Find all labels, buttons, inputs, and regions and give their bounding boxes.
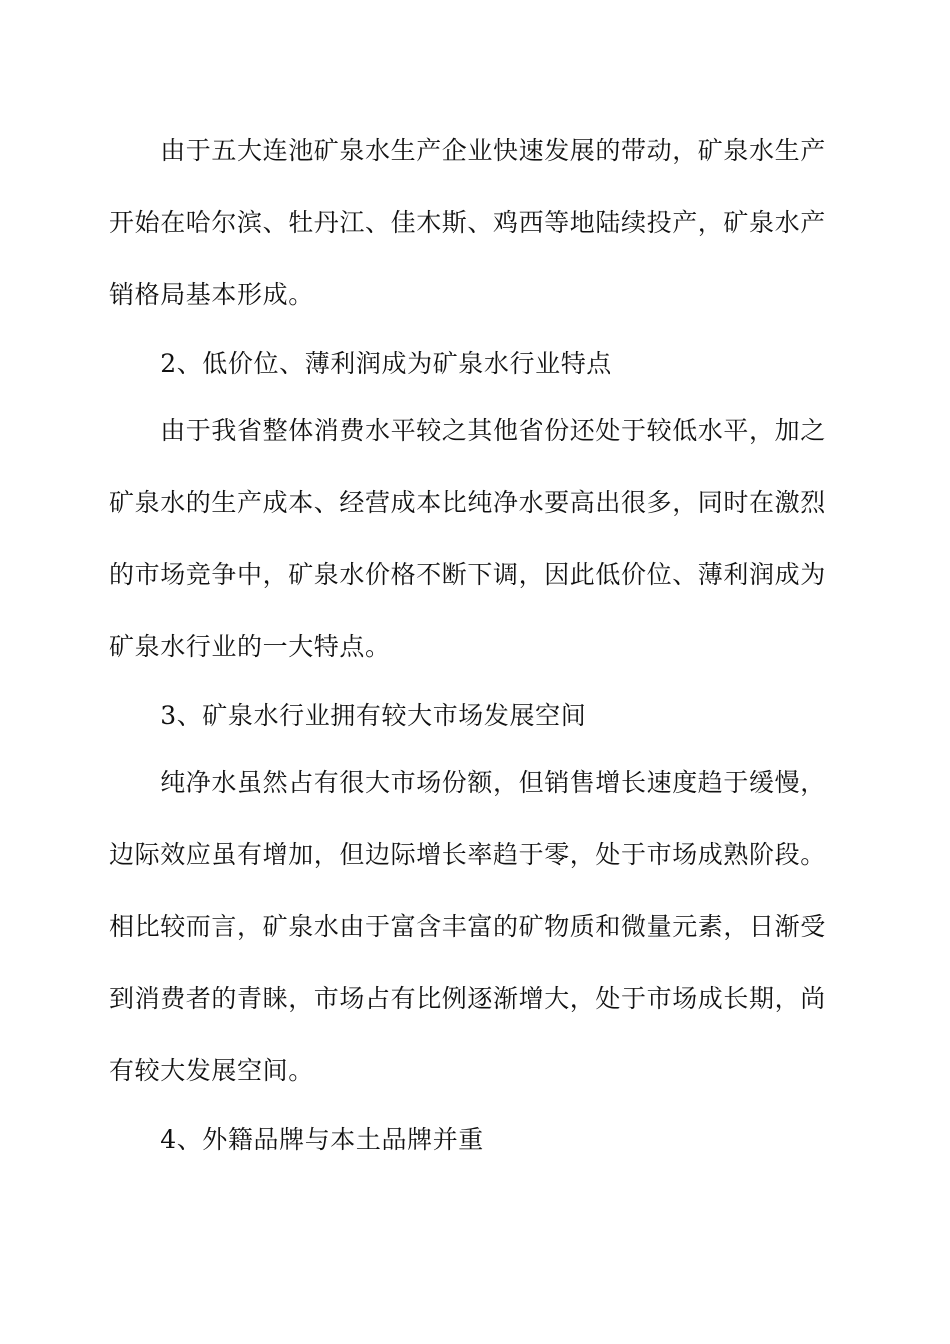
- paragraph-2-line-2: 矿泉水的生产成本、经营成本比纯净水要高出很多，同时在激烈: [109, 488, 826, 517]
- section-heading-3: 3、矿泉水行业拥有较大市场发展空间: [109, 701, 587, 730]
- paragraph-3-line-4: 到消费者的青睐，市场占有比例逐渐增大，处于市场成长期，尚: [109, 984, 826, 1013]
- paragraph-3-line-3: 相比较而言，矿泉水由于富含丰富的矿物质和微量元素，日渐受: [109, 912, 826, 941]
- paragraph-2-line-1: 由于我省整体消费水平较之其他省份还处于较低水平，加之: [109, 416, 826, 445]
- paragraph-1-line-1: 由于五大连池矿泉水生产企业快速发展的带动，矿泉水生产: [109, 136, 826, 165]
- section-heading-4: 4、外籍品牌与本土品牌并重: [109, 1125, 484, 1154]
- paragraph-2-line-4: 矿泉水行业的一大特点。: [109, 632, 391, 661]
- paragraph-3-line-1: 纯净水虽然占有很大市场份额，但销售增长速度趋于缓慢，: [109, 768, 826, 797]
- paragraph-3-line-2: 边际效应虽有增加，但边际增长率趋于零，处于市场成熟阶段。: [109, 840, 826, 869]
- paragraph-3-line-5: 有较大发展空间。: [109, 1056, 314, 1085]
- paragraph-1-line-2: 开始在哈尔滨、牡丹江、佳木斯、鸡西等地陆续投产，矿泉水产: [109, 208, 826, 237]
- section-heading-2: 2、低价位、薄利润成为矿泉水行业特点: [109, 349, 612, 378]
- paragraph-1-line-3: 销格局基本形成。: [109, 280, 314, 309]
- paragraph-2-line-3: 的市场竞争中，矿泉水价格不断下调，因此低价位、薄利润成为: [109, 560, 826, 589]
